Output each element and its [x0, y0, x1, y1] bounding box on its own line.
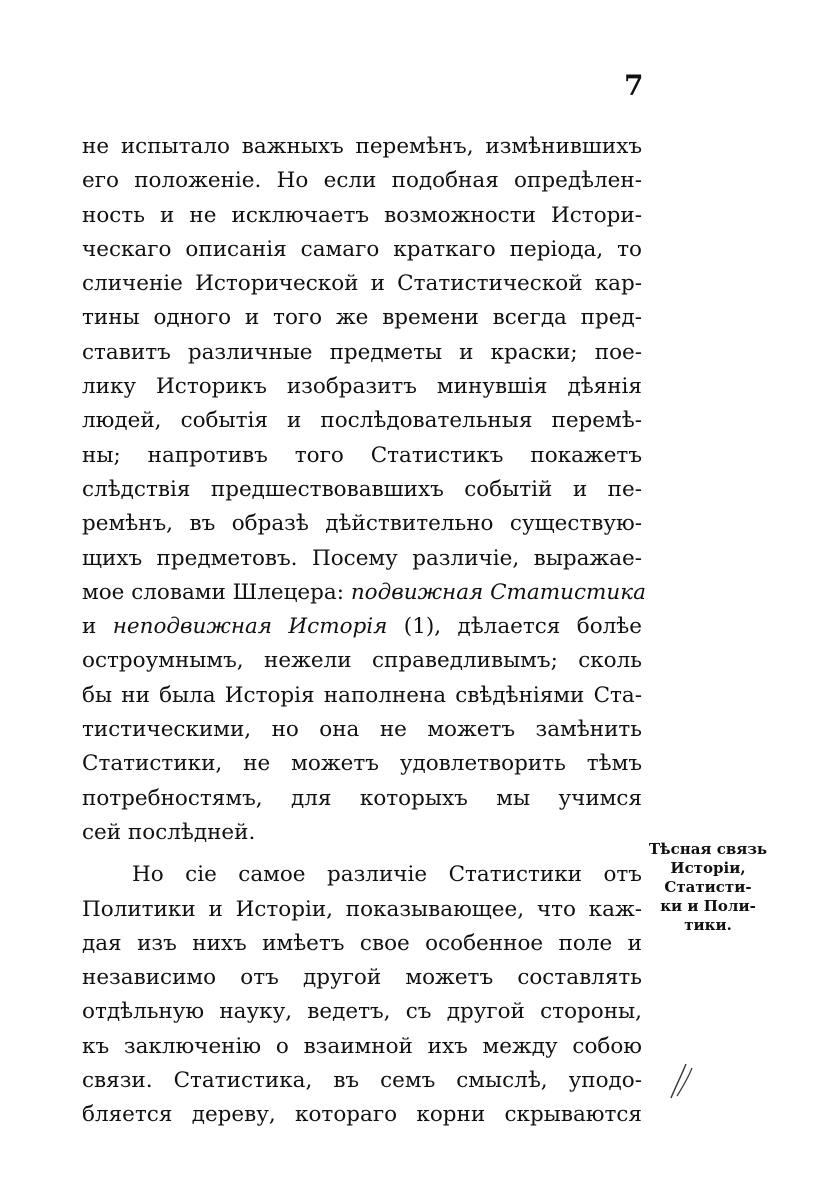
text-line: Политики и Исторіи, показывающее, что каж-	[82, 896, 642, 922]
text-line: лику Историкъ изобразитъ минувшія дѣянія	[82, 374, 642, 400]
text-line: людей, событія и послѣдовательныя перемѣ-	[82, 408, 642, 434]
text-line: независимо отъ другой можетъ составлять	[82, 965, 642, 991]
text-line: ны; напротивъ того Статистикъ покажетъ	[82, 442, 642, 468]
text-line: ставитъ различные предметы и краски; пое-	[82, 339, 642, 365]
text-line: остроумнымъ, нежели справедливымъ; сколь	[82, 648, 642, 674]
text-line: тины одного и того же времени всегда пред-	[82, 305, 642, 331]
text-line: сей послѣдней.	[82, 819, 256, 845]
text-line: къ заключенію о взаимной ихъ между собою	[82, 1033, 642, 1059]
text-line-with-italic	[82, 576, 646, 610]
text-line: бы ни была Исторія наполнена свѣдѣніями Ста-	[82, 682, 642, 708]
text-line: сличеніе Исторической и Статистической кар-	[82, 271, 642, 297]
text-line: его положеніе. Но если подобная опредѣлен-	[82, 168, 642, 194]
margin-note-line: Статисти-	[664, 878, 752, 896]
text-line: дая изъ нихъ имѣетъ свое особенное поле и	[82, 930, 642, 956]
text-line: бляется дереву, котораго корни скрываются	[82, 1102, 642, 1128]
page-number: 7	[624, 69, 644, 102]
text-line: не испытало важныхъ перемѣнъ, измѣнившихъ	[82, 134, 642, 159]
pencil-mark	[668, 1062, 698, 1102]
text-line: ческаго описанія самаго краткаго періода, то	[82, 236, 642, 262]
text-line: тистическими, но она не можетъ замѣнить	[82, 717, 642, 743]
margin-note-line: ки и Поли-	[660, 897, 756, 915]
text-line: отдѣльную науку, ведетъ, съ другой стороны,	[82, 999, 642, 1025]
text-line: связи. Статистика, въ семъ смыслѣ, уподо-	[82, 1068, 642, 1094]
text-line: Но сіе самое различіе Статистики отъ	[132, 862, 642, 888]
margin-note-line: Исторіи,	[670, 859, 746, 877]
text-line: слѣдствія предшествовавшихъ событій и пе-	[82, 476, 642, 502]
text-line: потребностямъ, для которыхъ мы учимся	[82, 785, 642, 811]
text-line: Статистики, не можетъ удовлетворить тѣмъ	[82, 751, 642, 777]
margin-note-line: Тѣсная связь	[648, 840, 768, 858]
line-text: и	[82, 614, 113, 640]
text-line: ремѣнъ, въ образѣ дѣйствительно существую-	[82, 511, 642, 537]
italic-phrase: неподвижная Исторія	[112, 614, 388, 640]
text-line: ность и не исключаетъ возможности Истори-	[82, 202, 642, 228]
margin-note-line: тики.	[684, 916, 732, 934]
line-text: (1), дѣлается болѣе	[387, 614, 642, 640]
line-text: мое словами Шлецера:	[82, 579, 351, 605]
main-text	[82, 130, 646, 1133]
margin-note	[648, 840, 768, 935]
italic-phrase: подвижная Статистика	[350, 579, 646, 605]
text-line: щихъ предметовъ. Посему различіе, выражае-	[82, 545, 642, 571]
text-line-with-italic	[82, 610, 642, 644]
